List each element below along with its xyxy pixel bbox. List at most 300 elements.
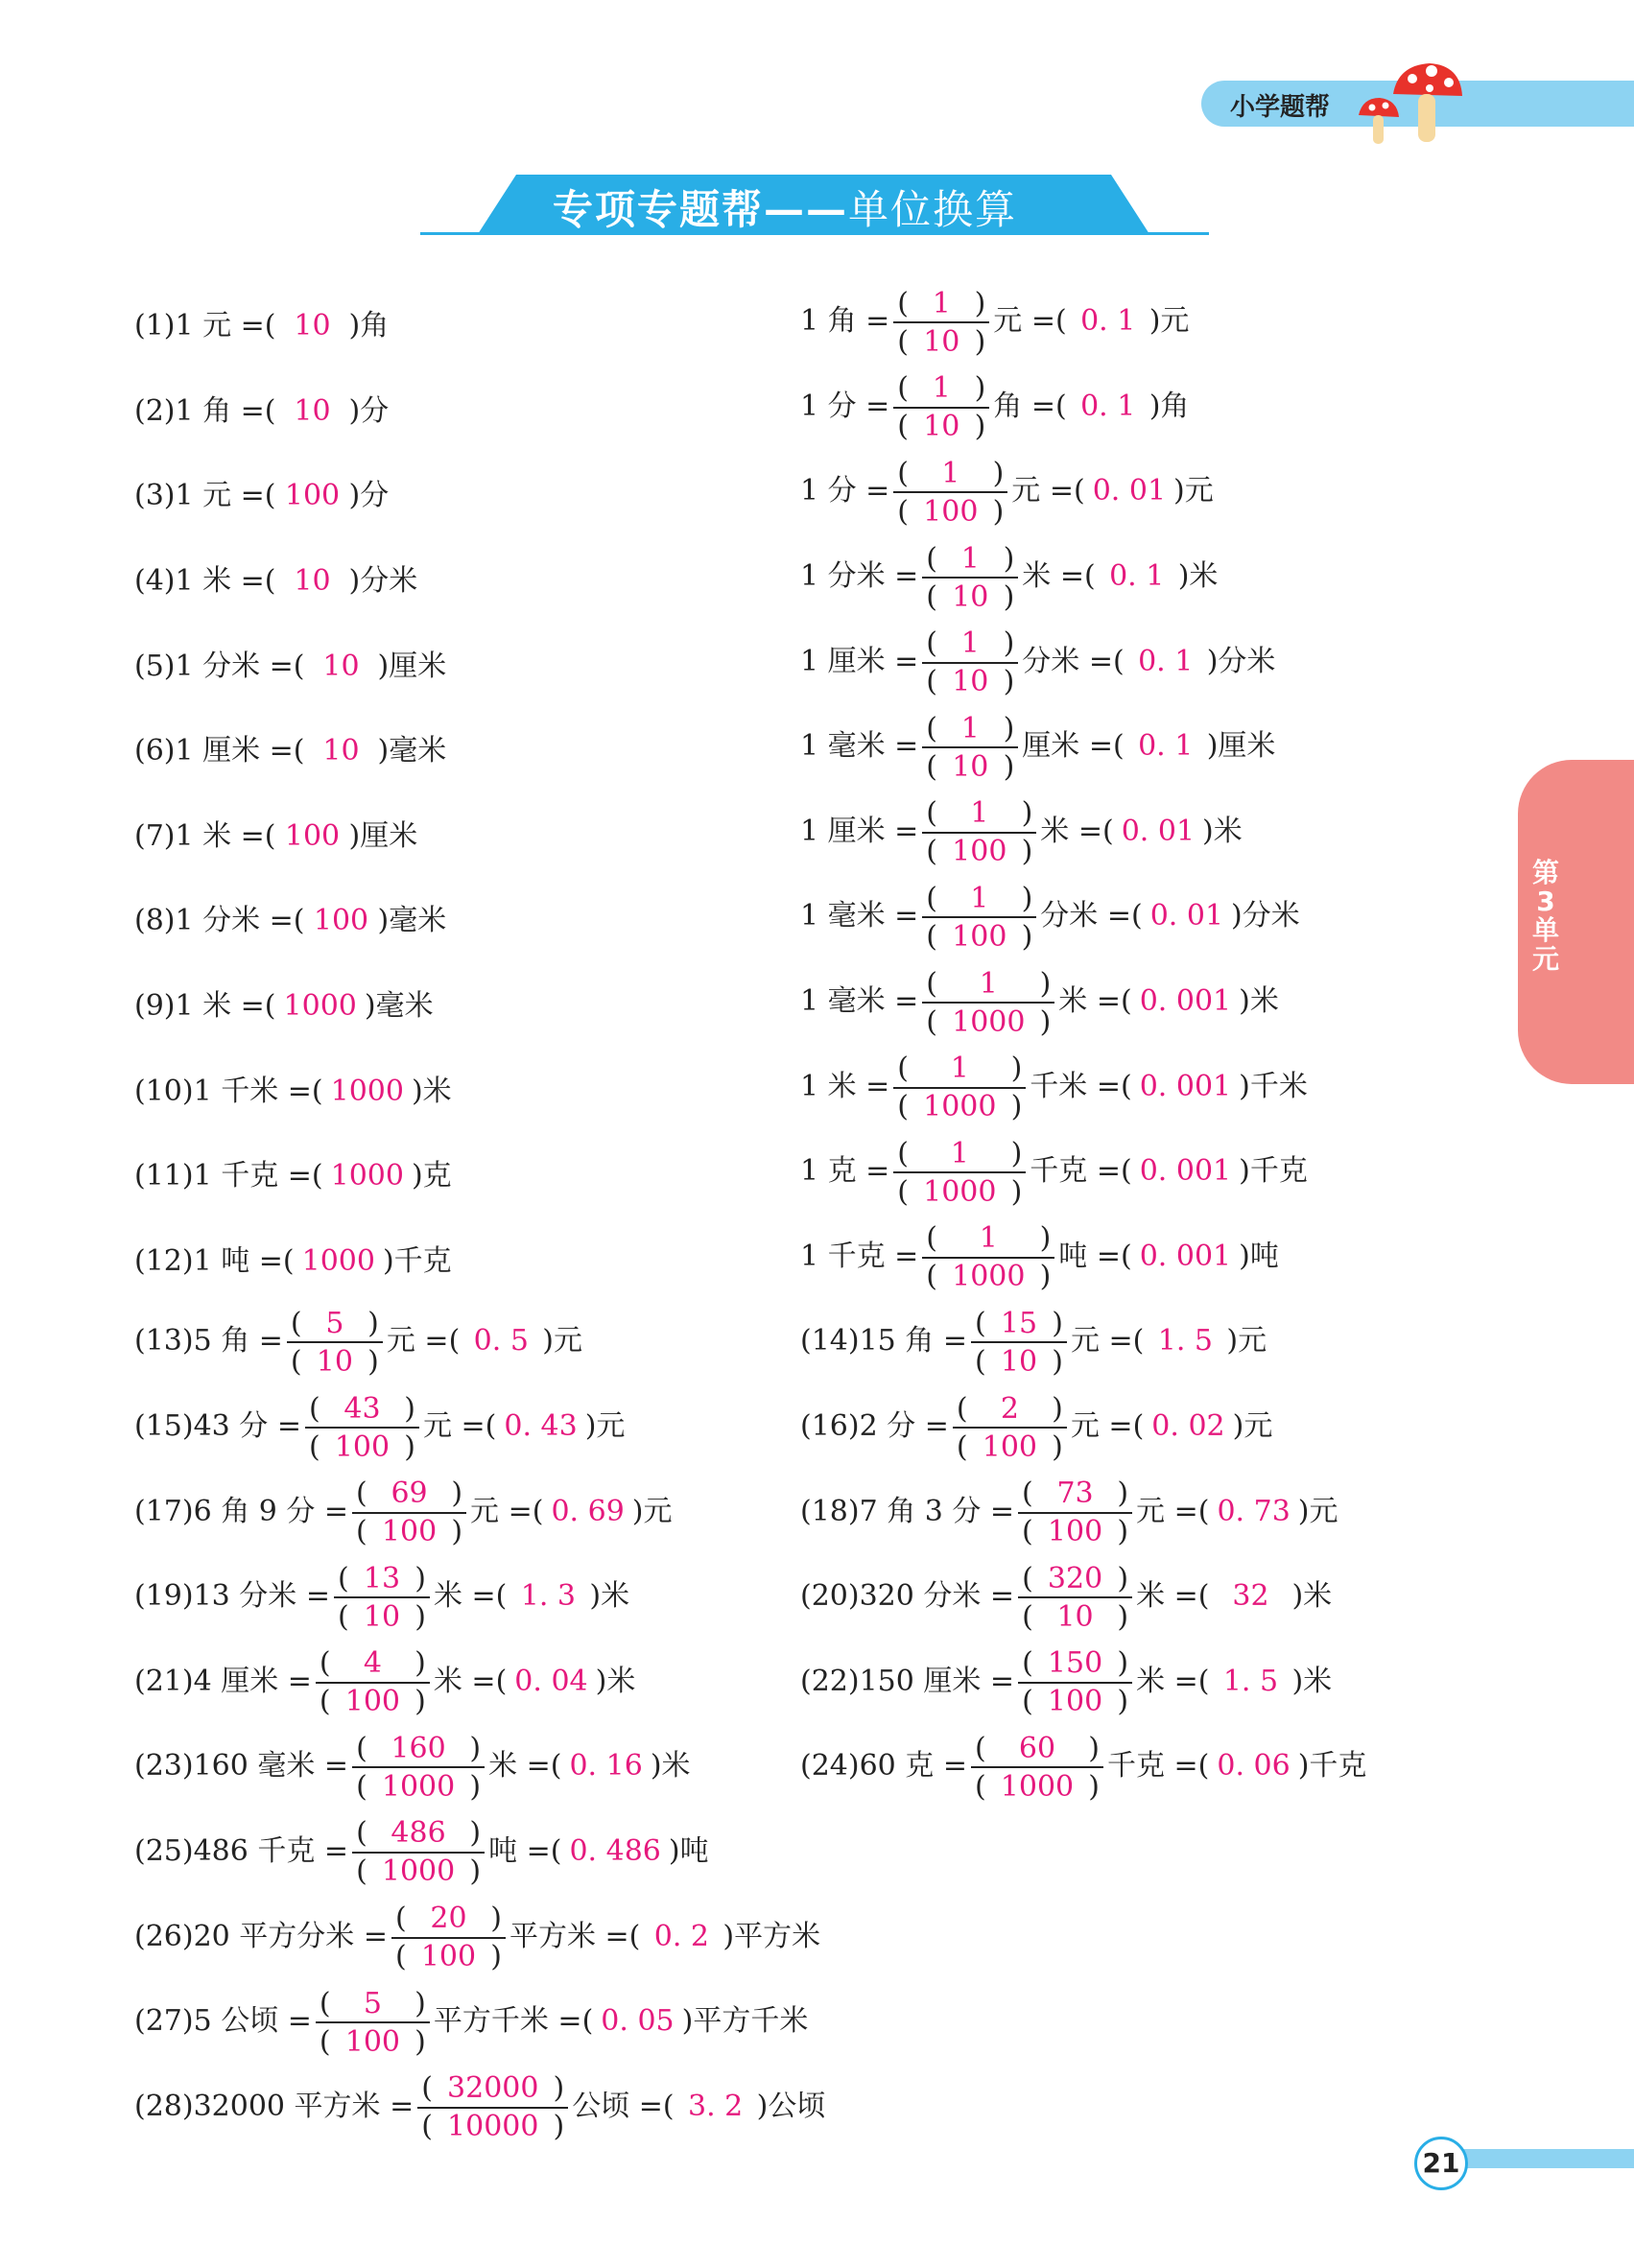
equation-suffix: )元	[1232, 1409, 1273, 1444]
equation	[134, 556, 417, 599]
denominator-value: 100	[344, 2024, 401, 2059]
fraction-numerator	[893, 285, 989, 323]
answer-box	[294, 650, 378, 683]
right-column	[800, 280, 1549, 1810]
equation-prefix: 1 米 =	[800, 1069, 890, 1103]
close-paren: )	[974, 410, 986, 444]
numerator-value: 160	[391, 1731, 446, 1765]
equation-suffix: )毫米	[377, 734, 447, 768]
equation-row	[134, 1385, 806, 1471]
answer-box	[1198, 1495, 1298, 1528]
answer-box	[265, 394, 349, 428]
answer-box	[1133, 1324, 1227, 1358]
fraction-numerator	[922, 1220, 1054, 1259]
answer-box	[1121, 1240, 1239, 1273]
fraction-denominator	[316, 2023, 430, 2060]
open-paren: (	[319, 1646, 331, 1681]
equation-row	[800, 1385, 1549, 1471]
fraction-denominator	[922, 748, 1018, 785]
equation-prefix: (20)320 分米 =	[800, 1579, 1015, 1614]
fraction-denominator	[922, 579, 1018, 615]
answer-box	[1198, 1665, 1292, 1698]
section-title	[420, 175, 1209, 236]
title-sub: 单位换算	[848, 186, 1018, 233]
open-paren: (	[1120, 984, 1132, 1019]
equation-mid: 元 =	[1070, 1324, 1133, 1358]
fraction-denominator	[971, 1343, 1067, 1380]
open-paren: (	[264, 989, 276, 1024]
equation-prefix: (22)150 厘米 =	[800, 1664, 1015, 1698]
close-paren: )	[974, 324, 986, 359]
open-paren: (	[1197, 1664, 1210, 1698]
open-paren: (	[308, 1391, 320, 1426]
equation-suffix: )公顷	[756, 2089, 826, 2123]
equation	[800, 1051, 1308, 1125]
answer-box	[312, 1159, 412, 1193]
equation	[800, 1135, 1308, 1210]
fraction	[922, 880, 1036, 955]
close-paren: )	[1117, 1561, 1129, 1595]
numerator-value: 1	[970, 796, 989, 831]
equation	[134, 726, 446, 768]
answer-value: 0. 486	[569, 1833, 661, 1868]
numerator-value: 13	[363, 1561, 401, 1595]
answer-value: 10	[294, 309, 331, 343]
open-paren: (	[974, 1731, 986, 1765]
open-paren: (	[897, 494, 910, 529]
equation	[800, 1560, 1332, 1635]
equation-mid: 平方米 =	[509, 1919, 629, 1953]
answer-box	[1074, 474, 1173, 508]
open-paren: (	[1197, 1749, 1210, 1784]
equation	[134, 471, 389, 513]
answer-value: 1. 3	[520, 1579, 576, 1614]
answer-box	[1121, 1070, 1239, 1103]
open-paren: (	[1054, 304, 1067, 339]
equation-mid: 公顷 =	[572, 2089, 663, 2123]
equation	[134, 896, 446, 938]
answer-value: 0. 001	[1139, 1069, 1232, 1103]
open-paren: (	[897, 286, 910, 320]
equation-suffix: )米	[589, 1579, 630, 1614]
numerator-value: 1	[960, 541, 980, 576]
answer-box	[449, 1324, 543, 1358]
answer-box	[551, 1834, 669, 1868]
fraction-denominator	[893, 323, 989, 360]
open-paren: (	[264, 818, 276, 853]
fraction-numerator	[334, 1560, 430, 1598]
equation-suffix: )分	[348, 479, 390, 513]
equation-row	[800, 1555, 1549, 1641]
fraction-numerator	[316, 1985, 430, 2023]
close-paren: )	[1003, 749, 1015, 784]
equation	[800, 1476, 1338, 1550]
equation-row	[134, 875, 806, 960]
fraction-numerator	[922, 626, 1018, 664]
equation-prefix: 1 角 =	[800, 304, 890, 339]
close-paren: )	[1010, 1051, 1023, 1086]
open-paren: (	[319, 1685, 331, 1719]
equation	[800, 285, 1189, 360]
equation-prefix: (5)1 分米 =	[134, 649, 294, 683]
open-paren: (	[628, 1919, 641, 1953]
equation-row	[134, 960, 806, 1046]
equation	[134, 387, 389, 429]
equation-prefix: 1 分米 =	[800, 559, 919, 594]
open-paren: (	[926, 1004, 938, 1039]
open-paren: (	[421, 2110, 433, 2144]
equation-suffix: )千克	[1239, 1154, 1308, 1189]
answer-box	[496, 1579, 590, 1613]
close-paren: )	[1010, 1090, 1023, 1124]
denominator-value: 10	[952, 749, 989, 784]
close-paren: )	[1117, 1599, 1129, 1634]
unit-tab-label: 第3单元	[1531, 857, 1559, 975]
fraction-denominator	[352, 1514, 466, 1550]
open-paren: (	[662, 2089, 675, 2123]
close-paren: )	[367, 1344, 379, 1379]
answer-value: 100	[284, 479, 341, 513]
equation-suffix: )千米	[1239, 1069, 1308, 1103]
equation-mid: 米 =	[433, 1664, 496, 1698]
equation-suffix: )克	[411, 1159, 452, 1193]
fraction	[922, 965, 1054, 1040]
numerator-value: 5	[325, 1306, 344, 1340]
answer-value: 0. 01	[1149, 899, 1224, 933]
fraction-numerator	[893, 370, 989, 409]
open-paren: (	[337, 1561, 349, 1595]
open-paren: (	[897, 1090, 910, 1124]
equation-row	[800, 875, 1549, 960]
equation	[134, 642, 446, 684]
fraction-numerator	[893, 1135, 1026, 1173]
numerator-value: 43	[343, 1391, 381, 1426]
fraction	[1018, 1645, 1132, 1720]
open-paren: (	[495, 1664, 508, 1698]
equation-mid: 分米 =	[1040, 899, 1131, 933]
equation	[134, 1730, 691, 1805]
numerator-value: 1	[950, 1136, 969, 1170]
answer-box	[1113, 645, 1207, 678]
close-paren: )	[1039, 966, 1052, 1001]
answer-value: 3. 2	[688, 2089, 744, 2123]
close-paren: )	[490, 1940, 502, 1974]
equation	[800, 1390, 1272, 1465]
fraction-numerator	[922, 540, 1018, 579]
answer-box	[1084, 559, 1178, 593]
close-paren: )	[451, 1477, 463, 1511]
fraction	[893, 1051, 1026, 1125]
equation-suffix: )元	[1149, 304, 1190, 339]
answer-value: 0. 1	[1138, 729, 1194, 764]
equation-suffix: )米	[1239, 984, 1279, 1019]
answer-box	[283, 1244, 383, 1278]
equation-suffix: )分米	[1231, 899, 1300, 933]
fraction-denominator	[922, 1259, 1054, 1295]
fraction	[971, 1730, 1103, 1805]
answer-box	[265, 309, 349, 343]
open-paren: (	[485, 1409, 497, 1444]
fraction-denominator	[893, 1173, 1026, 1210]
equation-suffix: )千克	[382, 1243, 452, 1278]
numerator-value: 60	[1018, 1731, 1056, 1765]
close-paren: )	[1010, 1136, 1023, 1170]
fraction	[893, 1135, 1026, 1210]
equation-suffix: )厘米	[348, 818, 418, 853]
equation-suffix: )毫米	[377, 904, 447, 938]
fraction	[334, 1560, 430, 1635]
answer-value: 0. 01	[1092, 474, 1167, 508]
answer-value: 0. 73	[1217, 1494, 1291, 1528]
fraction	[417, 2070, 568, 2145]
open-paren: (	[550, 1749, 562, 1784]
equation-mid: 吨 =	[488, 1833, 551, 1868]
equation	[134, 1305, 582, 1380]
equation-suffix: )吨	[668, 1833, 709, 1868]
close-paren: )	[1003, 711, 1015, 745]
equation-mid: 千克 =	[1030, 1154, 1121, 1189]
denominator-value: 10	[923, 410, 960, 444]
open-paren: (	[264, 479, 276, 513]
equation	[800, 370, 1189, 445]
fraction	[1018, 1560, 1132, 1635]
answer-box	[312, 1075, 412, 1108]
answer-box	[1198, 1579, 1292, 1613]
fraction	[316, 1985, 430, 2060]
denominator-value: 100	[952, 835, 1007, 869]
close-paren: )	[414, 1685, 426, 1719]
equation-prefix: 1 毫米 =	[800, 984, 919, 1019]
answer-box	[533, 1495, 632, 1528]
open-paren: (	[1132, 1324, 1145, 1358]
close-paren: )	[414, 2024, 426, 2059]
equation	[800, 540, 1218, 615]
equation-suffix: )平方米	[722, 1919, 821, 1953]
answer-box	[294, 904, 378, 937]
answer-box	[485, 1409, 585, 1443]
open-paren: (	[1022, 1685, 1033, 1719]
equation	[134, 1901, 820, 1975]
close-paren: )	[469, 1816, 482, 1851]
equation-suffix: )米	[1177, 559, 1219, 594]
answer-value: 0. 06	[1217, 1749, 1291, 1784]
open-paren: (	[448, 1324, 461, 1358]
open-paren: (	[581, 2004, 594, 2039]
fraction	[893, 285, 989, 360]
answer-box	[1055, 390, 1149, 423]
equation	[134, 1237, 452, 1279]
close-paren: )	[1003, 626, 1015, 661]
open-paren: (	[319, 2024, 331, 2059]
equation-row	[134, 1641, 806, 1726]
fraction-denominator	[305, 1429, 419, 1465]
open-paren: (	[293, 649, 305, 683]
equation-row	[800, 366, 1549, 451]
numerator-value: 32000	[447, 2071, 539, 2106]
equation	[800, 455, 1214, 530]
equation-prefix: (18)7 角 3 分 =	[800, 1494, 1015, 1528]
open-paren: (	[293, 734, 305, 768]
answer-box	[1121, 1154, 1239, 1188]
answer-value: 0. 43	[504, 1409, 578, 1444]
open-paren: (	[926, 881, 938, 915]
denominator-value: 1000	[952, 1260, 1026, 1294]
answer-value: 0. 69	[551, 1494, 625, 1528]
equation-prefix: (2)1 角 =	[134, 393, 265, 428]
fraction	[352, 1730, 485, 1805]
equation	[134, 981, 434, 1024]
answer-value: 0. 1	[1080, 304, 1136, 339]
numerator-value: 15	[1000, 1306, 1038, 1340]
equation-row	[800, 1641, 1549, 1726]
close-paren: )	[404, 1429, 415, 1464]
close-paren: )	[1039, 1221, 1052, 1256]
answer-value: 0. 05	[601, 2004, 675, 2039]
fraction-numerator	[922, 795, 1036, 834]
equation-suffix: )元	[1226, 1324, 1267, 1358]
equation-row	[134, 1300, 806, 1385]
equation	[134, 1645, 635, 1720]
open-paren: (	[311, 1074, 323, 1108]
equation-mid: 元 =	[1011, 474, 1074, 508]
equation-mid: 米 =	[1058, 984, 1121, 1019]
answer-value: 0. 16	[569, 1749, 643, 1784]
equation-row	[134, 1725, 806, 1810]
book-title: 小学题帮	[1230, 93, 1331, 122]
open-paren: (	[337, 1599, 349, 1634]
fraction	[922, 710, 1018, 785]
open-paren: (	[356, 1477, 367, 1511]
close-paren: )	[1052, 1429, 1063, 1464]
denominator-value: 100	[982, 1429, 1038, 1464]
denominator-value: 10	[1056, 1599, 1094, 1634]
answer-value: 10	[322, 649, 360, 683]
answer-box	[265, 819, 349, 853]
open-paren: (	[897, 1174, 910, 1209]
numerator-value: 1	[960, 711, 980, 745]
numerator-value: 5	[363, 1986, 382, 2020]
fraction-denominator	[893, 409, 989, 445]
denominator-value: 100	[334, 1429, 391, 1464]
fraction-denominator	[1018, 1514, 1132, 1550]
equation-mid: 千米 =	[1030, 1069, 1121, 1103]
open-paren: (	[495, 1579, 508, 1614]
close-paren: )	[414, 1599, 426, 1634]
open-paren: (	[897, 1136, 910, 1170]
fraction-denominator	[971, 1768, 1103, 1805]
fraction-denominator	[922, 834, 1036, 870]
close-paren: )	[1021, 796, 1033, 831]
equation-row	[800, 1130, 1549, 1216]
denominator-value: 10	[952, 665, 989, 699]
close-paren: )	[974, 371, 986, 406]
equation-mid: 元 =	[470, 1494, 533, 1528]
denominator-value: 100	[923, 494, 979, 529]
equation	[134, 301, 389, 343]
fraction-numerator	[352, 1815, 485, 1854]
close-paren: )	[553, 2110, 565, 2144]
denominator-value: 1000	[381, 1769, 456, 1804]
open-paren: (	[356, 1816, 367, 1851]
numerator-value: 320	[1047, 1561, 1103, 1595]
open-paren: (	[1132, 1409, 1145, 1444]
answer-box	[663, 2090, 757, 2123]
fraction-denominator	[922, 918, 1036, 955]
equation	[800, 965, 1279, 1040]
open-paren: (	[282, 1243, 295, 1278]
equation	[134, 812, 417, 854]
equation-prefix: (7)1 米 =	[134, 818, 265, 853]
numerator-value: 1	[932, 286, 951, 320]
answer-value: 100	[284, 818, 341, 853]
open-paren: (	[264, 393, 276, 428]
close-paren: )	[1021, 919, 1033, 954]
close-paren: )	[469, 1731, 482, 1765]
equation-mid: 厘米 =	[1022, 729, 1113, 764]
numerator-value: 2	[1000, 1391, 1019, 1426]
fraction-numerator	[316, 1645, 430, 1684]
equation-prefix: (6)1 厘米 =	[134, 734, 294, 768]
answer-value: 32	[1232, 1579, 1269, 1614]
equation-prefix: (23)160 毫米 =	[134, 1749, 349, 1784]
fraction-denominator	[316, 1684, 430, 1720]
open-paren: (	[1022, 1599, 1033, 1634]
open-paren: (	[897, 456, 910, 490]
open-paren: (	[926, 966, 938, 1001]
answer-value: 1. 5	[1222, 1664, 1279, 1698]
numerator-value: 1	[979, 966, 998, 1001]
equation-prefix: 1 毫米 =	[800, 899, 919, 933]
close-paren: )	[367, 1306, 379, 1340]
equation-suffix: )角	[1149, 389, 1190, 423]
fraction-denominator	[1018, 1598, 1132, 1635]
fraction-denominator	[391, 1939, 506, 1975]
fraction-numerator	[352, 1476, 466, 1514]
equation-row	[134, 280, 806, 366]
open-paren: (	[394, 1940, 407, 1974]
numerator-value: 1	[960, 626, 980, 661]
equation-prefix: (8)1 分米 =	[134, 904, 294, 938]
equation-row	[800, 1216, 1549, 1301]
equation	[134, 1067, 452, 1109]
open-paren: (	[1120, 1154, 1132, 1189]
answer-value: 0. 001	[1139, 1154, 1232, 1189]
answer-value: 0. 1	[1109, 559, 1165, 594]
answer-box	[629, 1920, 723, 1953]
denominator-value: 10	[1000, 1344, 1038, 1379]
close-paren: )	[1003, 665, 1015, 699]
equation-row	[134, 620, 806, 705]
open-paren: (	[926, 835, 938, 869]
open-paren: (	[974, 1344, 986, 1379]
equation-prefix: 1 克 =	[800, 1154, 890, 1189]
close-paren: )	[1052, 1391, 1063, 1426]
equation-row	[800, 1470, 1549, 1555]
fraction-denominator	[352, 1854, 485, 1890]
numerator-value: 69	[391, 1477, 428, 1511]
close-paren: )	[1088, 1769, 1100, 1804]
open-paren: (	[1022, 1477, 1033, 1511]
left-column	[134, 280, 826, 2150]
equation	[134, 1985, 808, 2060]
close-paren: )	[992, 456, 1005, 490]
answer-value: 0. 1	[1080, 389, 1136, 423]
fraction-denominator	[922, 1004, 1054, 1040]
fraction	[316, 1645, 430, 1720]
fraction-numerator	[922, 710, 1018, 748]
fraction	[1018, 1476, 1132, 1550]
fraction-numerator	[971, 1730, 1103, 1768]
